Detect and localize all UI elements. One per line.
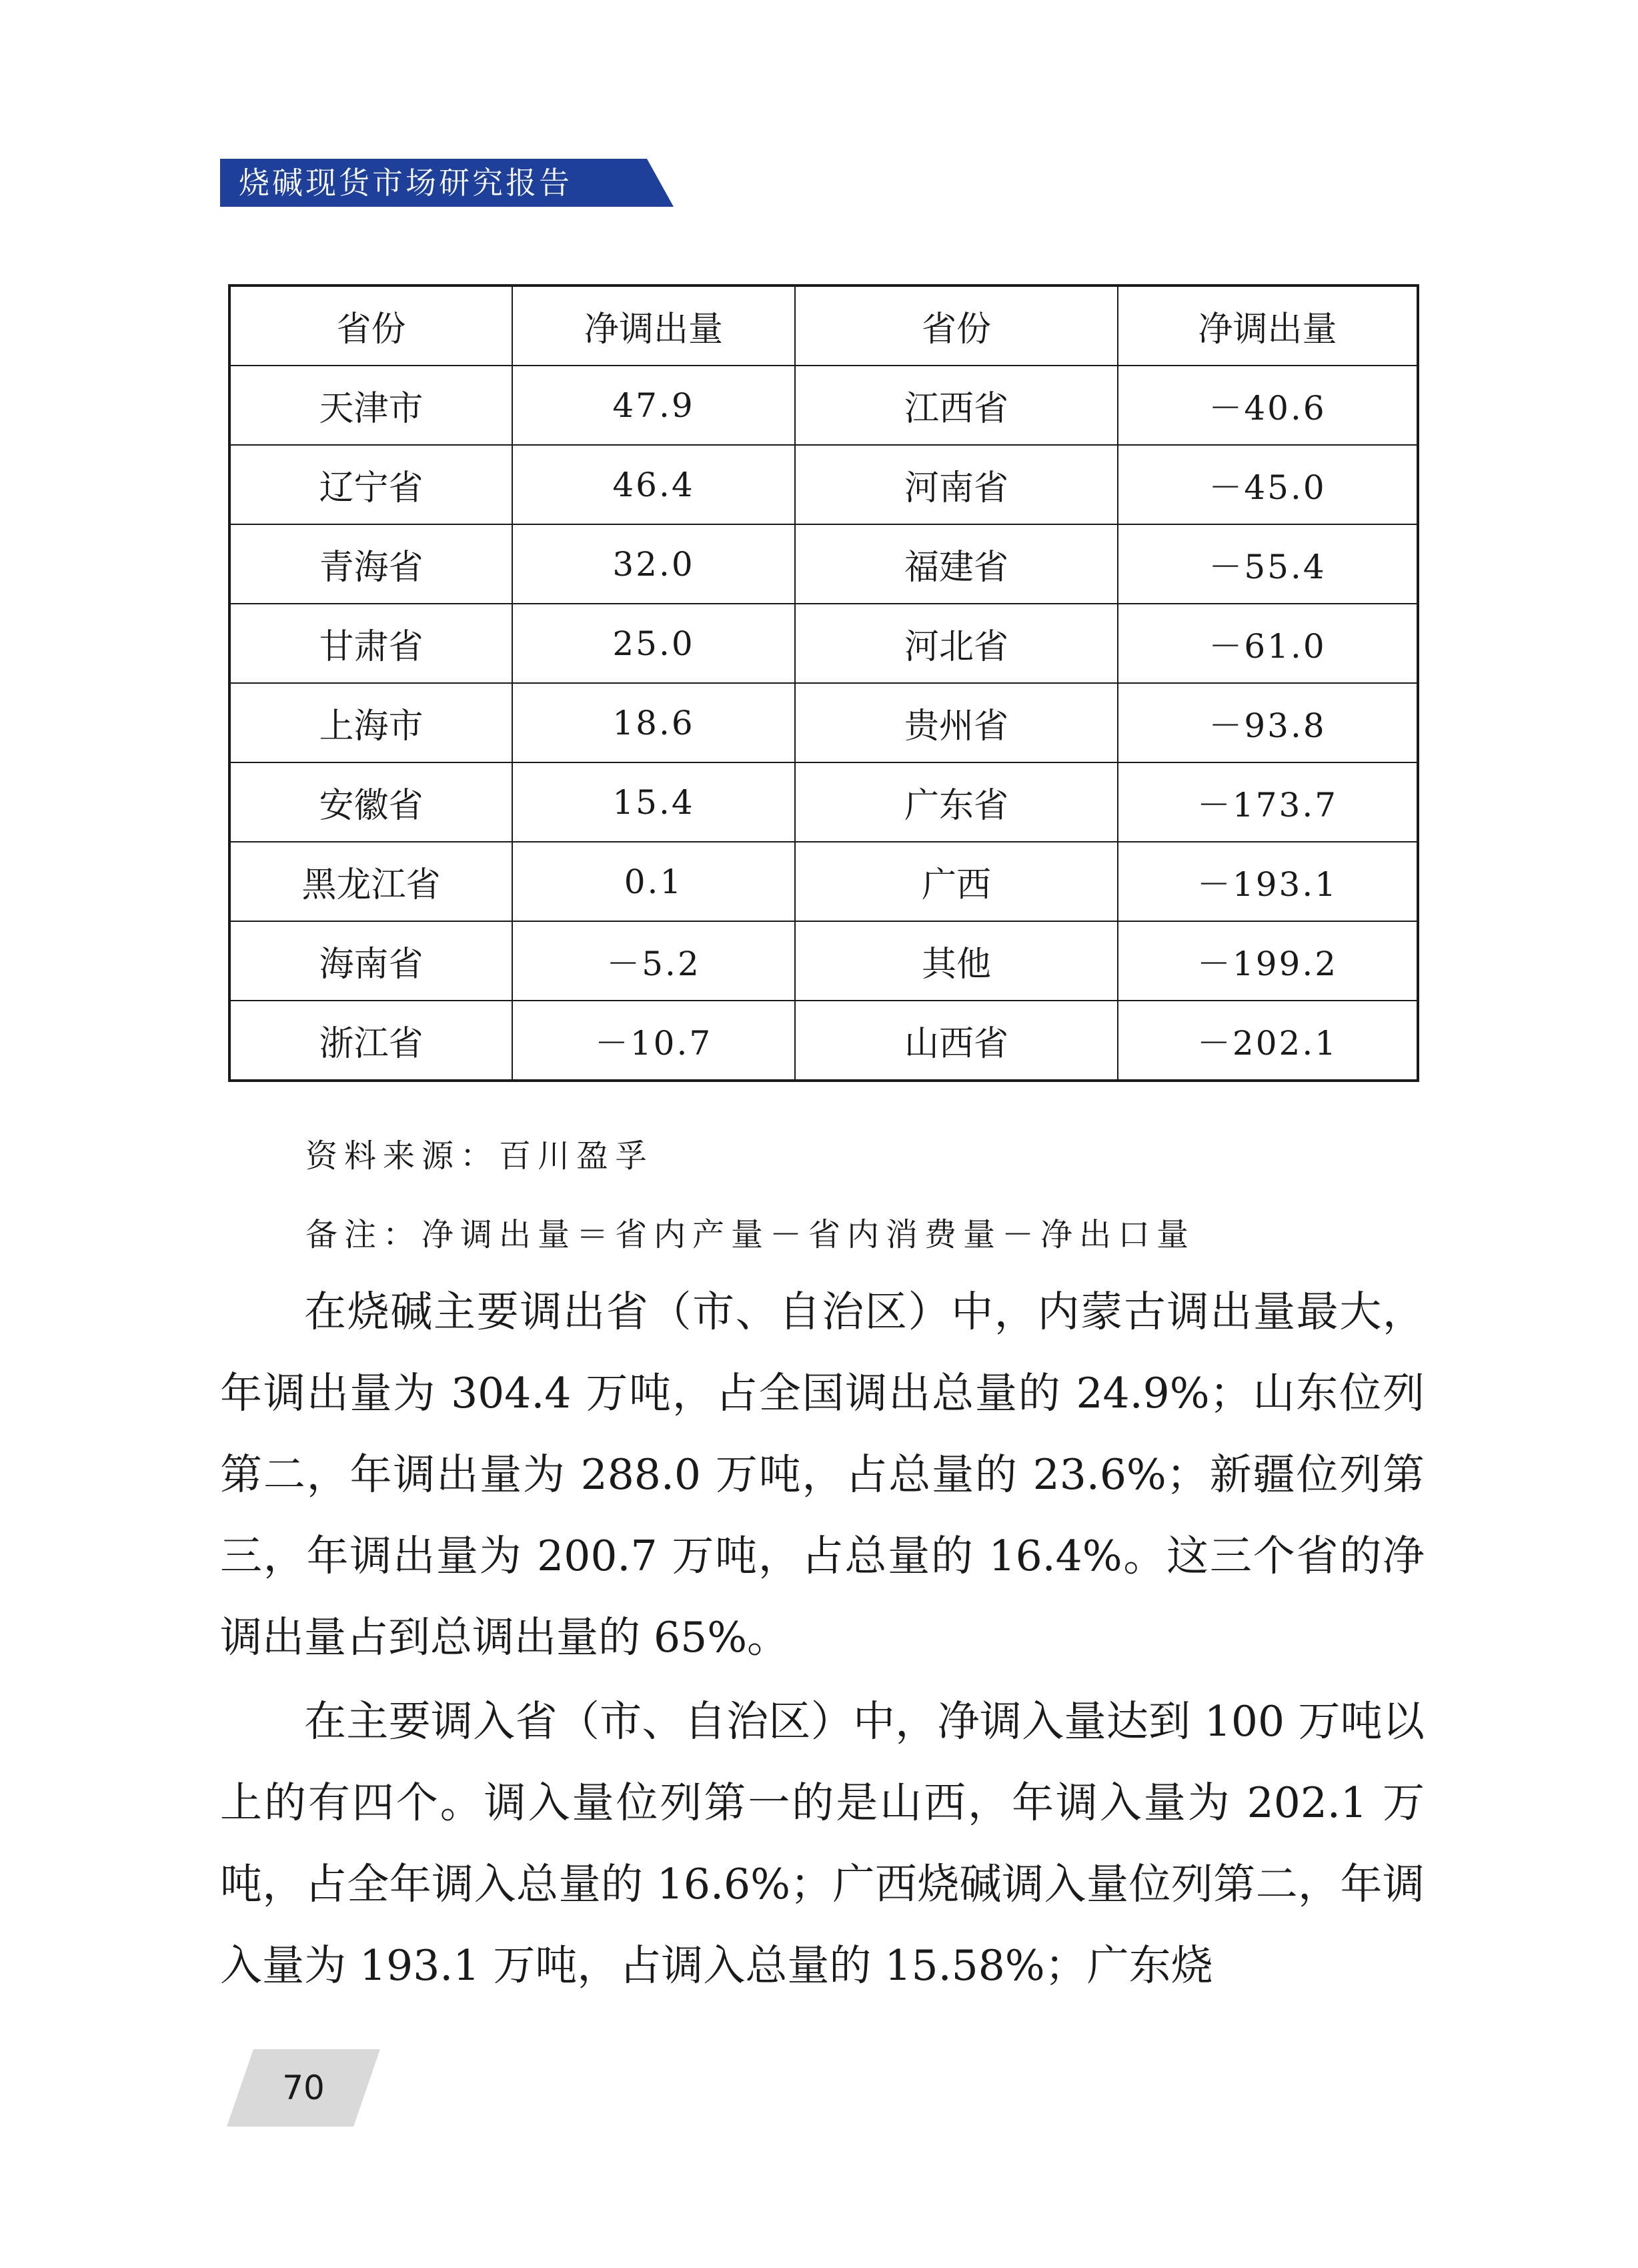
net-outflow-cell: －93.8: [1118, 683, 1418, 762]
net-outflow-cell: 32.0: [512, 524, 795, 604]
column-header-net-outflow: 净调出量: [1118, 286, 1418, 366]
province-cell: 辽宁省: [229, 445, 512, 524]
province-cell: 青海省: [229, 524, 512, 604]
table-header-row: [229, 286, 1418, 366]
province-cell: 安徽省: [229, 762, 512, 842]
header-banner: [220, 159, 674, 207]
province-cell: 甘肃省: [229, 604, 512, 683]
page-number-badge: [227, 2049, 380, 2127]
province-cell: 其他: [795, 921, 1118, 1001]
table-row: [229, 604, 1418, 683]
province-cell: 贵州省: [795, 683, 1118, 762]
net-outflow-cell: 47.9: [512, 366, 795, 445]
page-number: 70: [282, 2069, 325, 2107]
book-title: 烧碱现货市场研究报告: [239, 165, 572, 201]
net-outflow-cell: －61.0: [1118, 604, 1418, 683]
province-cell: 上海市: [229, 683, 512, 762]
net-outflow-cell: －10.7: [512, 1001, 795, 1081]
table-row: [229, 524, 1418, 604]
province-cell: 河北省: [795, 604, 1118, 683]
table-row: [229, 1001, 1418, 1081]
net-outflow-cell: 0.1: [512, 842, 795, 921]
table-row: [229, 762, 1418, 842]
net-outflow-cell: －173.7: [1118, 762, 1418, 842]
province-cell: 江西省: [795, 366, 1118, 445]
net-outflow-cell: －55.4: [1118, 524, 1418, 604]
column-header-province: 省份: [795, 286, 1118, 366]
province-cell: 河南省: [795, 445, 1118, 524]
paragraph: 在烧碱主要调出省（市、自治区）中，内蒙古调出量最大，年调出量为 304.4 万吨，占全国调出总量的 24.9%；山东位列第二，年调出量为 288.0 万吨，占总量的 23.6%；新疆位列第三，年调出量为 200.7 万吨，占总量的 16.4%。这三个省的净调出量占到总调出量的 65%。: [220, 1287, 1425, 1662]
column-header-province: 省份: [229, 286, 512, 366]
table-row: [229, 445, 1418, 524]
province-cell: 天津市: [229, 366, 512, 445]
net-outflow-cell: －202.1: [1118, 1001, 1418, 1081]
net-outflow-cell: －5.2: [512, 921, 795, 1001]
net-outflow-cell: －199.2: [1118, 921, 1418, 1001]
column-header-net-outflow: 净调出量: [512, 286, 795, 366]
net-transfer-table: [228, 284, 1419, 1082]
net-outflow-cell: －40.6: [1118, 366, 1418, 445]
net-outflow-cell: 18.6: [512, 683, 795, 762]
table-row: [229, 842, 1418, 921]
province-cell: 海南省: [229, 921, 512, 1001]
remark-note: 备注：净调出量＝省内产量－省内消费量－净出口量: [305, 1216, 1196, 1253]
province-cell: 黑龙江省: [229, 842, 512, 921]
net-outflow-cell: 15.4: [512, 762, 795, 842]
net-outflow-cell: 46.4: [512, 445, 795, 524]
table-row: [229, 683, 1418, 762]
paragraph: 在主要调入省（市、自治区）中，净调入量达到 100 万吨以上的有四个。调入量位列第一的是山西，年调入量为 202.1 万吨，占全年调入总量的 16.6%；广西烧碱调入量位列第二，年调入量为 193.1 万吨，占调入总量的 15.58%；广东烧: [220, 1697, 1425, 1990]
net-outflow-cell: －45.0: [1118, 445, 1418, 524]
data-source-note: 资料来源：百川盈孚: [305, 1137, 654, 1175]
net-outflow-cell: －193.1: [1118, 842, 1418, 921]
province-cell: 浙江省: [229, 1001, 512, 1081]
province-cell: 山西省: [795, 1001, 1118, 1081]
table-row: [229, 366, 1418, 445]
province-cell: 广东省: [795, 762, 1118, 842]
province-cell: 广西: [795, 842, 1118, 921]
table-row: [229, 921, 1418, 1001]
province-cell: 福建省: [795, 524, 1118, 604]
net-outflow-cell: 25.0: [512, 604, 795, 683]
